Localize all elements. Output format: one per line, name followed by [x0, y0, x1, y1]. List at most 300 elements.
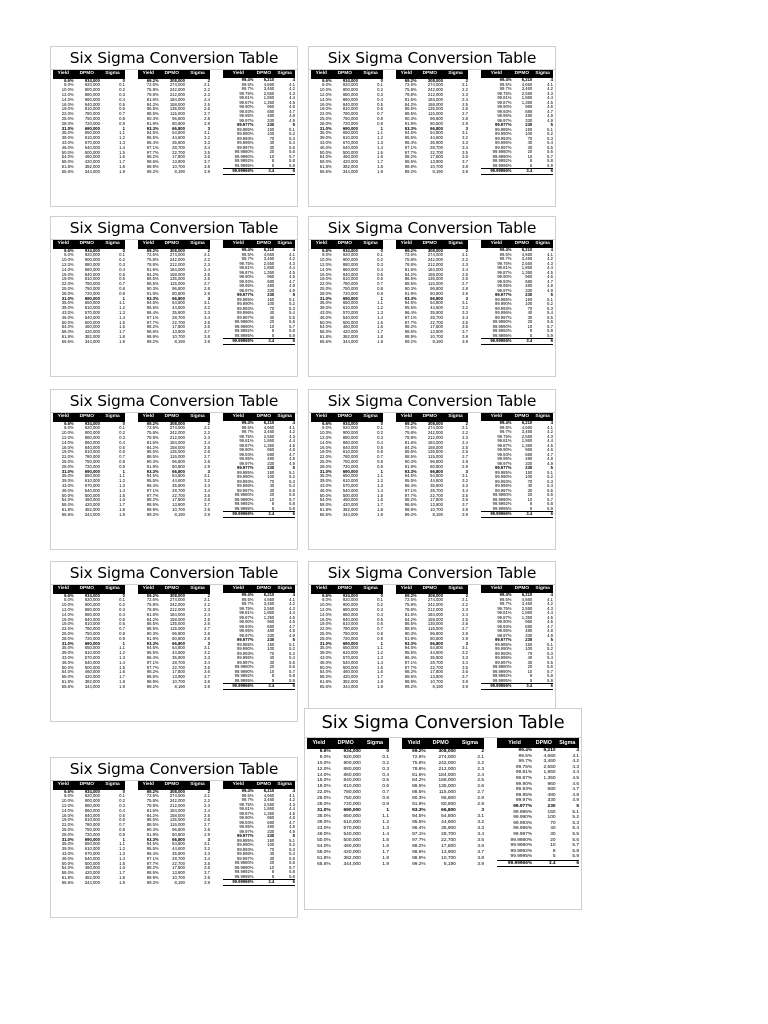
sigma-cell: 4.8	[289, 824, 295, 829]
yield-cell: 43.0%	[61, 483, 74, 489]
yield-cell: 16.0%	[61, 616, 74, 622]
yield-cell: 99.87%	[497, 99, 512, 105]
dpmo-cell: 500,000	[342, 149, 358, 155]
sigma-cell: 2.1	[204, 597, 210, 603]
yield-cell: 94.5%	[146, 645, 159, 651]
sigma-cell: 4.3	[547, 260, 553, 266]
dpmo-cell: 17,800	[172, 865, 185, 871]
footer-cell: 3.4	[512, 169, 533, 175]
yield-cell: 50.0%	[61, 492, 74, 498]
yield-cell: 99.4%	[499, 247, 512, 252]
dpmo-cell: 22,700	[172, 319, 185, 325]
dpmo-cell: 150	[525, 641, 533, 647]
yield-cell: 91.9%	[404, 463, 417, 469]
column-header: Sigma	[185, 781, 210, 790]
sigma-cell: 4.3	[289, 801, 295, 807]
yield-cell: 25.0%	[61, 286, 74, 292]
sigma-cell: 4.5	[289, 99, 295, 105]
yield-cell: 97.7%	[146, 664, 159, 670]
dpmo-cell: 8	[271, 328, 275, 333]
sigma-cell: 0.1	[119, 82, 125, 88]
yield-cell: 99.977%	[513, 803, 533, 809]
dpmo-cell: 420,000	[343, 849, 361, 855]
dpmo-cell: 44,600	[172, 135, 185, 141]
dpmo-cell: 30	[269, 855, 275, 861]
sigma-cell: 5.3	[289, 305, 295, 311]
sigma-cell: 4.8	[547, 113, 553, 118]
yield-cell: 69.2%	[404, 420, 417, 426]
table-body	[309, 585, 555, 690]
sigma-cell: 5.3	[547, 135, 553, 141]
dpmo-cell: 10	[269, 668, 275, 674]
sigma-cell: 1	[122, 640, 125, 646]
yield-cell: 65.6%	[61, 168, 74, 174]
yield-cell: 8.0%	[319, 754, 331, 760]
yield-cell: 99.90%	[515, 781, 533, 787]
dpmo-cell: 840,000	[84, 271, 100, 277]
dpmo-cell: 690,000	[84, 468, 100, 474]
dpmo-cell: 100	[525, 131, 533, 136]
dpmo-cell: 158,000	[169, 616, 185, 622]
dpmo-cell: 115,000	[170, 281, 185, 287]
column-header: DPMO	[159, 413, 185, 422]
sigma-cell: 2.8	[204, 827, 210, 833]
sigma-cell: 4.7	[547, 108, 553, 114]
dpmo-cell: 212,000	[438, 766, 456, 772]
dpmo-cell: 10	[269, 864, 275, 870]
yield-cell: 98.9%	[146, 875, 159, 880]
conversion-block-2	[396, 240, 468, 345]
table-body	[305, 738, 581, 867]
sigma-cell: 2.6	[204, 106, 210, 112]
dpmo-cell: 840,000	[84, 812, 100, 818]
dpmo-cell: 690,000	[84, 125, 100, 131]
yield-cell: 99.7%	[241, 256, 254, 261]
dpmo-cell: 115,000	[170, 822, 185, 828]
table-row	[396, 685, 468, 690]
sigma-cell: 4.9	[289, 287, 295, 293]
dpmo-cell: 20	[527, 664, 533, 669]
sigma-cell: 3.1	[477, 814, 484, 820]
yield-cell: 99.9980%	[492, 664, 512, 669]
sigma-cell: 0.6	[382, 784, 389, 790]
sigma-cell: 5.3	[289, 478, 295, 484]
yield-cell: 91.9%	[146, 831, 159, 837]
sigma-cell: 2.5	[204, 101, 210, 107]
yield-cell: 43.0%	[61, 310, 74, 316]
sigma-cell: 3	[481, 808, 484, 814]
dpmo-cell: 880,000	[84, 803, 100, 809]
yield-cell: 99.9995%	[492, 332, 512, 338]
yield-cell: 97.7%	[404, 664, 417, 670]
dpmo-cell: 3,460	[521, 601, 533, 606]
dpmo-cell: 184,000	[169, 611, 185, 617]
dpmo-cell: 30	[527, 314, 533, 320]
yield-cell: 97.1%	[404, 659, 417, 665]
yield-cell: 99.993%	[236, 305, 254, 311]
yield-cell: 99.4%	[241, 420, 254, 425]
sigma-cell: 1.4	[119, 659, 125, 665]
sigma-cell: 0.2	[377, 430, 383, 436]
sigma-cell: 4.5	[547, 99, 553, 105]
sigma-cell: 4.1	[289, 424, 295, 430]
sigma-cell: 3.7	[204, 159, 210, 165]
dpmo-cell: 680	[267, 451, 275, 457]
sigma-cell: 5.2	[289, 474, 295, 479]
conversion-table-card-1	[50, 46, 298, 207]
yield-cell: 22.0%	[61, 822, 74, 828]
dpmo-cell: 135,000	[169, 817, 185, 823]
dpmo-cell: 840,000	[342, 101, 358, 107]
sigma-cell: 0	[380, 420, 383, 426]
footer-cell: 3.4	[254, 512, 275, 518]
yield-cell: 96.4%	[146, 655, 159, 661]
sigma-cell: 4.3	[289, 433, 295, 439]
yield-cell: 46.0%	[61, 855, 74, 861]
sigma-cell: 0.5	[119, 812, 125, 818]
sigma-cell: 5.7	[289, 153, 295, 159]
yield-cell: 99.990%	[236, 474, 254, 479]
column-header: DPMO	[332, 413, 358, 422]
dpmo-cell: 920,000	[84, 252, 100, 258]
dpmo-cell: 6,210	[521, 420, 533, 425]
yield-cell: 94.5%	[146, 130, 159, 136]
header-row	[223, 70, 295, 78]
sigma-cell: 2.6	[462, 449, 468, 455]
dpmo-cell: 96,800	[430, 459, 443, 465]
dpmo-cell: 135,000	[169, 449, 185, 455]
sigma-cell: 2	[465, 420, 468, 426]
yield-cell: 99.9992%	[492, 501, 512, 506]
sigma-cell: 3.4	[462, 144, 468, 150]
sigma-cell: 3.5	[462, 319, 468, 325]
sigma-cell: 1.1	[119, 473, 125, 479]
dpmo-cell: 420,000	[342, 502, 358, 508]
dpmo-cell: 650,000	[84, 300, 100, 306]
sigma-cell: 0.1	[119, 597, 125, 603]
sigma-cell: 0.9	[377, 463, 383, 469]
yield-cell: 88.5%	[404, 626, 417, 632]
sigma-cell: 2.9	[204, 463, 210, 469]
sigma-cell: 4.6	[547, 104, 553, 109]
sigma-cell: 0.4	[119, 439, 125, 445]
sigma-cell: 0.8	[119, 827, 125, 833]
dpmo-cell: 420,000	[342, 159, 358, 165]
dpmo-cell: 242,000	[438, 760, 456, 766]
sigma-cell: 1.4	[119, 855, 125, 861]
yield-cell: 99.997%	[494, 314, 512, 320]
dpmo-cell: 880,000	[342, 607, 358, 613]
dpmo-cell: 750,000	[342, 459, 358, 465]
dpmo-cell: 570,000	[342, 310, 358, 316]
yield-cell: 98.9%	[404, 334, 417, 339]
dpmo-cell: 540,000	[342, 487, 358, 493]
dpmo-cell: 308,000	[169, 77, 185, 83]
header-row	[402, 738, 484, 749]
column-header: DPMO	[417, 585, 443, 594]
yield-cell: 98.9%	[146, 164, 159, 169]
yield-cell: 99.985%	[494, 641, 512, 647]
sigma-cell: 4.5	[547, 269, 553, 275]
yield-cell: 72.6%	[146, 793, 159, 799]
dpmo-cell: 8	[529, 501, 533, 506]
sigma-cell: 2.3	[462, 262, 468, 268]
yield-cell: 99.90%	[239, 274, 254, 279]
yield-cell: 99.9995%	[492, 677, 512, 683]
dpmo-cell: 13,900	[172, 159, 185, 165]
dpmo-cell: 750,000	[84, 631, 100, 637]
sigma-cell: 0.4	[382, 772, 389, 778]
sigma-cell: 1.6	[119, 865, 125, 871]
sigma-cell: 4.6	[289, 815, 295, 820]
yield-cell: 99.90%	[239, 815, 254, 820]
dpmo-cell: 230	[525, 637, 533, 642]
dpmo-cell: 2,550	[263, 90, 275, 96]
yield-cell: 99.9990%	[234, 323, 254, 329]
dpmo-cell: 570,000	[342, 140, 358, 146]
yield-cell: 91.9%	[404, 290, 417, 296]
yield-cell: 99.993%	[494, 650, 512, 656]
sigma-cell: 1.8	[377, 164, 383, 169]
dpmo-cell: 17,800	[172, 497, 185, 503]
yield-cell: 31.0%	[61, 125, 74, 131]
sigma-cell: 1.9	[119, 879, 125, 885]
sigma-cell: 1.6	[377, 324, 383, 330]
dpmo-cell: 66,800	[430, 125, 443, 131]
sigma-cell: 0.4	[119, 611, 125, 617]
yield-cell: 99.2%	[404, 338, 417, 344]
table-body	[51, 240, 297, 345]
sigma-cell: 5.7	[547, 668, 553, 674]
yield-cell: 19.0%	[61, 106, 74, 112]
yield-cell: 61.8%	[61, 334, 74, 339]
yield-cell: 54.0%	[61, 154, 74, 160]
yield-cell: 97.1%	[146, 487, 159, 493]
dpmo-cell: 920,000	[342, 597, 358, 603]
dpmo-cell: 4,660	[263, 424, 275, 430]
sigma-cell: 3.5	[204, 860, 210, 866]
dpmo-cell: 650,000	[84, 841, 100, 847]
yield-cell: 97.7%	[404, 319, 417, 325]
dpmo-cell: 690,000	[342, 125, 358, 131]
dpmo-cell: 4,660	[263, 251, 275, 257]
dpmo-cell: 880,000	[342, 92, 358, 98]
dpmo-cell: 420,000	[84, 502, 100, 508]
dpmo-cell: 2,550	[521, 90, 533, 96]
sigma-cell: 0.6	[119, 817, 125, 823]
footer-row	[223, 339, 295, 345]
yield-cell: 99.97%	[497, 287, 512, 293]
yield-cell: 10.0%	[61, 87, 74, 93]
dpmo-cell: 382,000	[84, 679, 100, 684]
sigma-cell: 5.6	[572, 837, 579, 843]
dpmo-cell: 13,900	[441, 849, 456, 855]
yield-cell: 69.2%	[404, 77, 417, 83]
sigma-cell: 3.5	[204, 319, 210, 325]
dpmo-cell: 3,460	[521, 86, 533, 91]
column-header: Yield	[53, 413, 74, 422]
sigma-cell: 1.1	[119, 645, 125, 651]
dpmo-cell: 330	[525, 460, 533, 466]
yield-cell: 99.95%	[497, 456, 512, 461]
dpmo-cell: 540,000	[84, 855, 100, 861]
dpmo-cell: 40	[269, 310, 275, 315]
sigma-cell: 3.7	[462, 502, 468, 508]
column-header: DPMO	[331, 738, 361, 749]
footer-cell: 99.99966%	[223, 169, 254, 175]
dpmo-cell: 1,860	[263, 610, 275, 615]
conversion-block-2	[138, 413, 210, 518]
table-body	[51, 781, 297, 886]
sigma-cell: 4.1	[289, 792, 295, 798]
column-header: Sigma	[358, 413, 383, 422]
sigma-cell: 2	[207, 247, 210, 253]
dpmo-cell: 8	[529, 328, 533, 333]
yield-cell: 28.0%	[61, 290, 74, 296]
sigma-cell: 4.6	[289, 104, 295, 109]
sigma-cell: 4.7	[289, 623, 295, 629]
yield-cell: 31.0%	[317, 808, 331, 814]
yield-cell: 99.993%	[236, 650, 254, 656]
dpmo-cell: 230	[525, 122, 533, 127]
column-header: Sigma	[185, 413, 210, 422]
sigma-cell: 3.4	[204, 659, 210, 665]
column-header: DPMO	[74, 585, 100, 594]
yield-cell: 99.2%	[146, 683, 159, 689]
sigma-cell: 3.4	[462, 314, 468, 320]
yield-cell: 22.0%	[319, 111, 332, 117]
yield-cell: 12.0%	[61, 92, 74, 98]
column-header: Yield	[138, 781, 159, 790]
yield-cell: 84.2%	[404, 444, 417, 450]
yield-cell: 65.6%	[319, 511, 332, 517]
sigma-cell: 4.7	[289, 278, 295, 284]
yield-cell: 65.6%	[319, 168, 332, 174]
sigma-cell: 1.6	[377, 669, 383, 675]
yield-cell: 35.0%	[317, 814, 331, 820]
yield-cell: 8.0%	[64, 82, 74, 88]
sigma-cell: 0.6	[377, 106, 383, 112]
sigma-cell: 3.2	[462, 305, 468, 311]
yield-cell: 90.3%	[146, 631, 159, 637]
yield-cell: 99.5%	[241, 596, 254, 602]
sigma-cell: 2.7	[204, 281, 210, 287]
sigma-cell: 5.9	[547, 332, 553, 338]
dpmo-cell: 70	[269, 478, 275, 484]
yield-cell: 99.997%	[236, 314, 254, 320]
yield-cell: 94.5%	[146, 300, 159, 306]
table-body	[309, 240, 555, 345]
yield-cell: 98.6%	[404, 502, 417, 508]
yield-cell: 99.997%	[494, 487, 512, 493]
dpmo-cell: 960	[525, 104, 533, 109]
yield-cell: 99.7%	[241, 601, 254, 606]
column-header: Yield	[402, 738, 426, 749]
dpmo-cell: 70	[527, 135, 533, 141]
dpmo-cell: 3,460	[521, 256, 533, 261]
sigma-cell: 3.8	[204, 334, 210, 339]
footer-row	[481, 512, 553, 518]
yield-cell: 65.6%	[319, 683, 332, 689]
dpmo-cell: 780,000	[84, 111, 100, 117]
sigma-cell: 0	[122, 592, 125, 598]
sigma-cell: 3.3	[462, 140, 468, 146]
sigma-cell: 3.6	[204, 497, 210, 503]
dpmo-cell: 212,000	[169, 435, 185, 441]
conversion-block-2	[138, 585, 210, 690]
sigma-cell: 1.6	[377, 497, 383, 503]
sigma-cell: 2.6	[462, 106, 468, 112]
sigma-cell: 5.4	[289, 851, 295, 856]
dpmo-cell: 650,000	[84, 473, 100, 479]
sigma-cell: 4	[550, 247, 553, 252]
yield-cell: 96.4%	[404, 310, 417, 316]
footer-cell: 99.99966%	[223, 684, 254, 690]
yield-cell: 98.2%	[146, 865, 159, 871]
yield-cell: 6.6%	[64, 77, 74, 83]
yield-cell: 8.0%	[322, 425, 332, 431]
dpmo-cell: 242,000	[169, 602, 185, 608]
yield-cell: 99.4%	[241, 592, 254, 597]
dpmo-cell: 934,000	[342, 247, 358, 253]
yield-cell: 99.95%	[239, 824, 254, 829]
dpmo-cell: 13,900	[430, 159, 443, 165]
dpmo-cell: 70	[269, 650, 275, 656]
dpmo-cell: 70	[269, 305, 275, 311]
yield-cell: 25.0%	[319, 116, 332, 122]
yield-cell: 99.87%	[239, 614, 254, 620]
dpmo-cell: 780,000	[84, 626, 100, 632]
yield-cell: 99.87%	[497, 442, 512, 448]
sigma-cell: 1.3	[119, 851, 125, 857]
footer-cell: 6	[274, 339, 295, 345]
sigma-cell: 0.9	[119, 120, 125, 126]
dpmo-cell: 900,000	[342, 257, 358, 263]
yield-cell: 98.9%	[146, 334, 159, 339]
sigma-cell: 1	[380, 468, 383, 474]
sigma-cell: 0.3	[119, 435, 125, 441]
dpmo-cell: 308,000	[169, 788, 185, 794]
sigma-cell: 3.4	[204, 314, 210, 320]
yield-cell: 99.2%	[404, 168, 417, 174]
yield-cell: 81.6%	[412, 772, 426, 778]
yield-cell: 61.8%	[319, 679, 332, 684]
dpmo-cell: 158,000	[427, 616, 443, 622]
yield-cell: 46.0%	[61, 659, 74, 665]
dpmo-cell: 8,190	[432, 338, 443, 344]
dpmo-cell: 184,000	[169, 439, 185, 445]
conversion-table-card-5	[50, 389, 298, 550]
yield-cell: 99.996%	[494, 655, 512, 660]
sigma-cell: 5.8	[289, 673, 295, 678]
yield-cell: 99.93%	[239, 278, 254, 284]
yield-cell: 99.95%	[239, 628, 254, 633]
yield-cell: 39.0%	[319, 135, 332, 141]
dpmo-cell: 96,800	[441, 796, 456, 802]
yield-cell: 50.0%	[61, 149, 74, 155]
dpmo-cell: 150	[267, 641, 275, 647]
yield-cell: 99.9995%	[234, 677, 254, 683]
dpmo-cell: 330	[267, 632, 275, 638]
sigma-cell: 3.4	[462, 487, 468, 493]
yield-cell: 61.8%	[319, 334, 332, 339]
sigma-cell: 0	[386, 748, 389, 754]
yield-cell: 99.996%	[236, 483, 254, 488]
yield-cell: 16.0%	[317, 778, 331, 784]
yield-cell: 96.4%	[404, 655, 417, 661]
table-title: Six Sigma Conversion Table	[305, 709, 581, 738]
yield-cell: 84.2%	[146, 812, 159, 818]
